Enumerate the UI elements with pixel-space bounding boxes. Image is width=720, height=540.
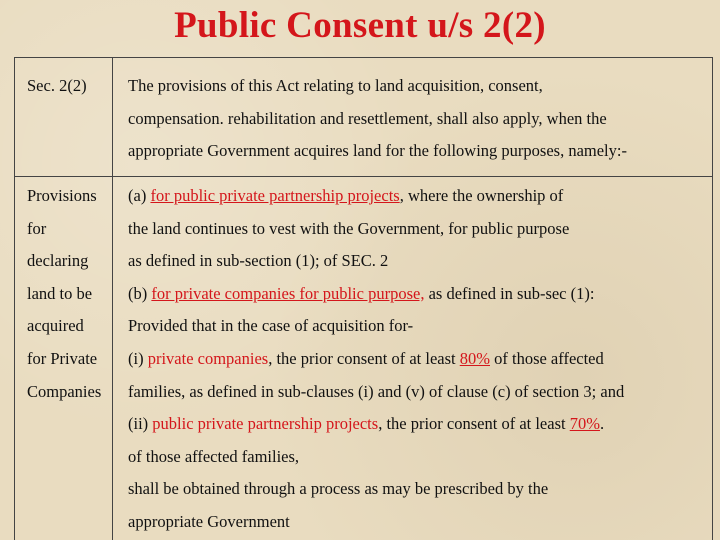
clause-i-line-2: families, as defined in sub-clauses (i) and (v) of clause (c) of section 3; and xyxy=(128,381,625,401)
clause-a-line-3: as defined in sub-section (1); of SEC. 2 xyxy=(128,251,389,271)
clause-ii-prefix: (ii) xyxy=(128,414,153,434)
final-line-1: shall be obtained through a process as may be prescribed by the xyxy=(128,479,549,499)
clause-b-highlight: for private companies for public purpose, xyxy=(151,283,425,303)
row-divider xyxy=(14,176,713,177)
label-line: for xyxy=(27,218,47,238)
section-text-line-2: compensation. rehabilitation and resettlement, shall also apply, when the xyxy=(128,108,607,128)
section-text-line-3: appropriate Government acquires land for the following purposes, namely:- xyxy=(128,141,627,161)
clause-i-prefix: (i) xyxy=(128,348,148,368)
proviso-line: Provided that in the case of acquisition for- xyxy=(128,316,414,336)
clause-b-rest: as defined in sub-sec (1): xyxy=(424,283,595,303)
clause-i-highlight: private companies xyxy=(147,348,269,368)
section-label: Sec. 2(2) xyxy=(27,76,87,95)
label-line: Provisions xyxy=(27,186,97,205)
column-divider xyxy=(112,57,113,540)
clause-a-rest: , where the ownership of xyxy=(399,186,564,205)
clause-ii-mid: , the prior consent of at least xyxy=(378,414,570,434)
clause-a-line-2: the land continues to vest with the Government, for public purpose xyxy=(128,218,570,238)
label-line: land to be xyxy=(27,283,93,303)
clause-ii-end: . xyxy=(599,414,605,434)
section-text xyxy=(128,70,696,168)
clause-i-mid: , the prior consent of at least xyxy=(268,348,460,368)
clause-ii-line-2: of those affected families, xyxy=(128,446,300,466)
clause-ii-percent: 70% xyxy=(569,414,600,434)
section-text-line-1: The provisions of this Act relating to land acquisition, consent, xyxy=(128,76,543,95)
clause-a-highlight: for public private partnership projects xyxy=(150,186,400,205)
provisions-text xyxy=(128,180,624,539)
provisions-label xyxy=(27,180,101,408)
clause-b-line xyxy=(128,278,624,311)
page-title: Public Consent u/s 2(2) xyxy=(174,5,546,46)
clause-ii-highlight: public private partnership projects xyxy=(152,414,379,434)
clause-ii-line-1 xyxy=(128,408,624,441)
label-line: for Private xyxy=(27,348,98,368)
final-line-2: appropriate Government xyxy=(128,511,290,531)
clause-a-line-1 xyxy=(128,180,624,213)
label-line: acquired xyxy=(27,316,84,336)
clause-i-line-1 xyxy=(128,343,624,376)
label-line: declaring xyxy=(27,251,89,271)
clause-i-percent: 80% xyxy=(459,348,490,368)
label-line: Companies xyxy=(27,381,102,401)
clause-a-prefix: (a) xyxy=(128,186,151,205)
clause-b-prefix: (b) xyxy=(128,283,152,303)
clause-i-end: of those affected xyxy=(489,348,604,368)
